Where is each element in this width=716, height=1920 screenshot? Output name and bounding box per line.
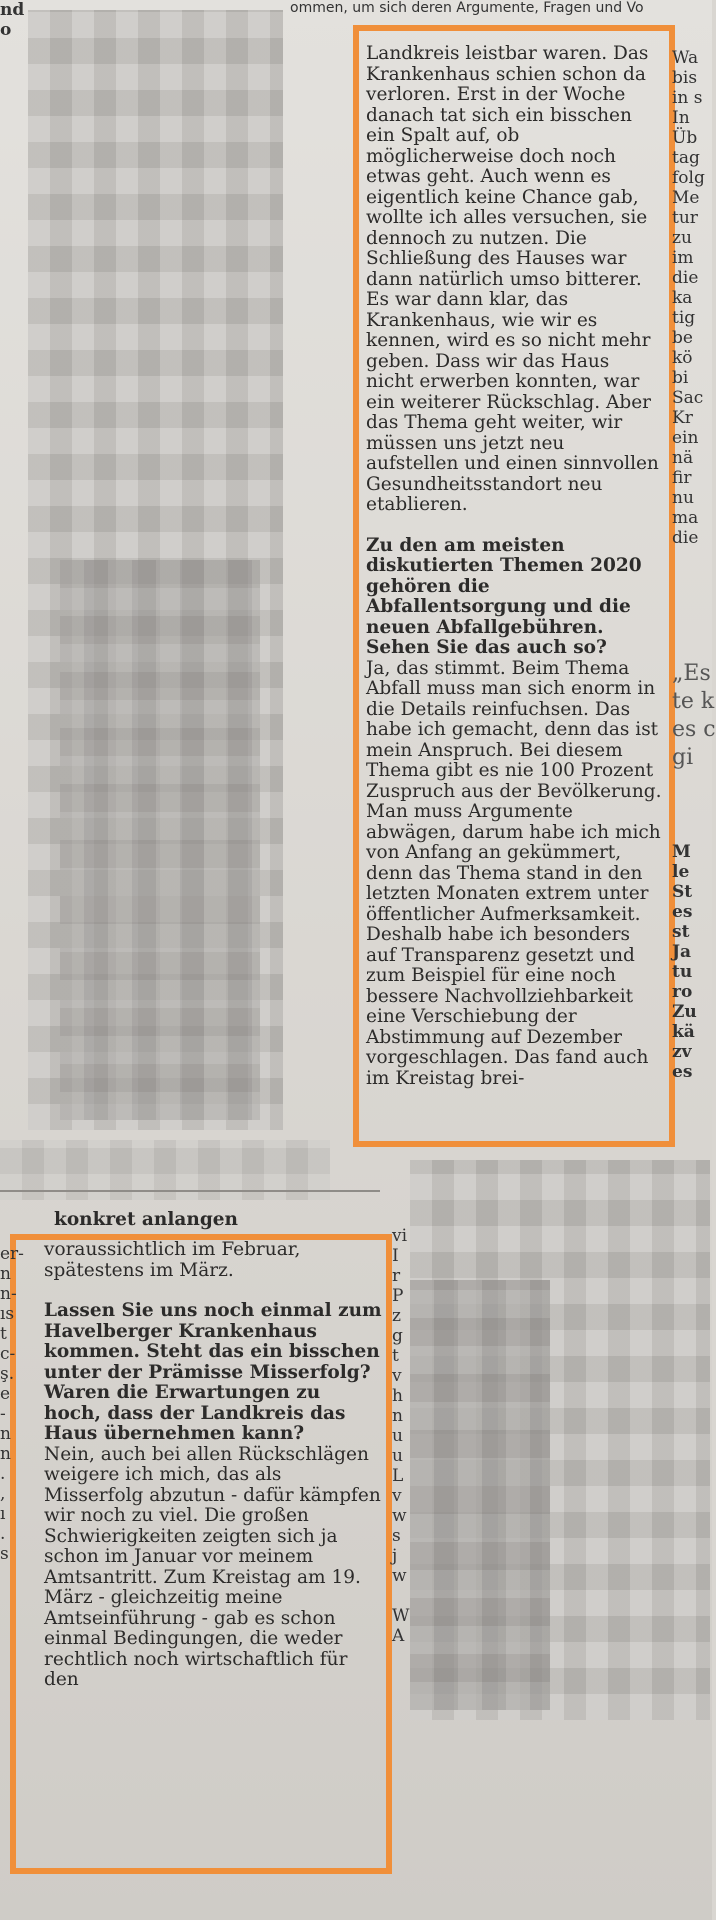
upper-paragraph-1: Landkreis leistbar waren. Das Krankenhaus schien schon da verloren. Erst in der Woche danach tat sich ein bisschen ein Spalt auf, ob möglicherweise doch noch etwas geht. Auch wenn es eigentlich keine Chance gab, wollte ich alles versuchen, sie dennoch zu nutzen. Die Schließung des Hauses war dann natürlich umso bitterer. Es war dann klar, das Krankenhaus, wie wir es kennen, wird es so nicht mehr geben. Dass wir das Haus nicht erwerben konnten, war ein weiterer Rückschlag. Aber das Thema geht weiter, wir müssen uns jetzt neu aufstellen und einen sinnvollen Gesundheitsstandort neu etablieren.	[366, 43, 659, 515]
upper-question: Zu den am meisten diskutierten Themen 2020 gehören die Abfallentsorgung und die neuen Abfallgebühren. Sehen Sie das auch so?	[366, 534, 642, 658]
upper-paragraph-2: Ja, das stimmt. Beim Thema Abfall muss man sich enorm in die Details reinfuchsen. Das habe ich gemacht, denn das ist mein Anspruch. Bei diesem Thema gibt es nie 100 Prozent Zuspruch aus der Bevölkerung. Man muss Argumente abwägen, darum habe ich mich von Anfang an gekümmert, denn das Thema stand in den letzten Monaten extrem unter öffentlicher Aufmerksamkeit. Deshalb habe ich besonders auf Transparenz gesetzt und zum Beispiel für eine noch bessere Nachvollziehbarkeit eine Verschiebung der Abstimmung auf Dezember vorgeschlagen. Das fand auch im Kreistag brei-	[366, 657, 662, 1089]
pixelated-right-inner-region	[410, 1280, 550, 1710]
middle-edge-fragments-lower: vi I r P z g t v h n u u L v w s j w W A	[392, 1226, 410, 1646]
upper-article-column	[366, 44, 662, 1089]
pixelated-left-lower-region	[60, 560, 260, 1120]
page-divider	[0, 1190, 380, 1192]
right-edge-fragments-mid: M le St es st Ja tu ro Zu kä zv es	[672, 842, 697, 1082]
left-column-fragments	[325, 40, 353, 620]
right-edge-fragments-upper: Wa bis in s In Üb tag folg Me tur zu im die ka tig be kö bi Sac Kr ein nä fir nu ma die	[672, 48, 705, 548]
lower-paragraph-2: Nein, auch bei allen Rückschlägen weigere ich mich, das als Misserfolg abzutun - dafür kämpfen wir noch zu viel. Die großen Schwierigkeiten zeigten sich ja schon im Januar vor meinem Amtsantritt. Zum Kreistag am 19. März - gleichzeitig meine Amtseinführung - gab es schon einmal Bedingungen, die weder rechtlich noch wirtschaftlich für den	[44, 1443, 381, 1690]
left-edge-top-fragment: nd o	[0, 0, 25, 40]
top-strip-text: ommen, um sich deren Argumente, Fragen und Vo	[290, 0, 644, 16]
right-edge-quote-fragment: „Es te k es c gi	[672, 661, 716, 770]
lower-above-box-text: konkret anlangen	[54, 1209, 238, 1230]
lower-question: Lassen Sie uns noch einmal zum Havelberger Krankenhaus kommen. Steht das ein bisschen unter der Prämisse Misserfolg? Waren die Erwartungen zu hoch, dass der Landkreis das Haus übernehmen kann?	[44, 1300, 382, 1444]
lower-article-column	[44, 1240, 382, 1691]
lower-paragraph-1: voraussichtlich im Februar, spätestens im März.	[44, 1239, 301, 1281]
left-edge-fragments-lower: er- n n- ıs t c- ş. e - n n . , ı . s	[0, 1244, 24, 1564]
